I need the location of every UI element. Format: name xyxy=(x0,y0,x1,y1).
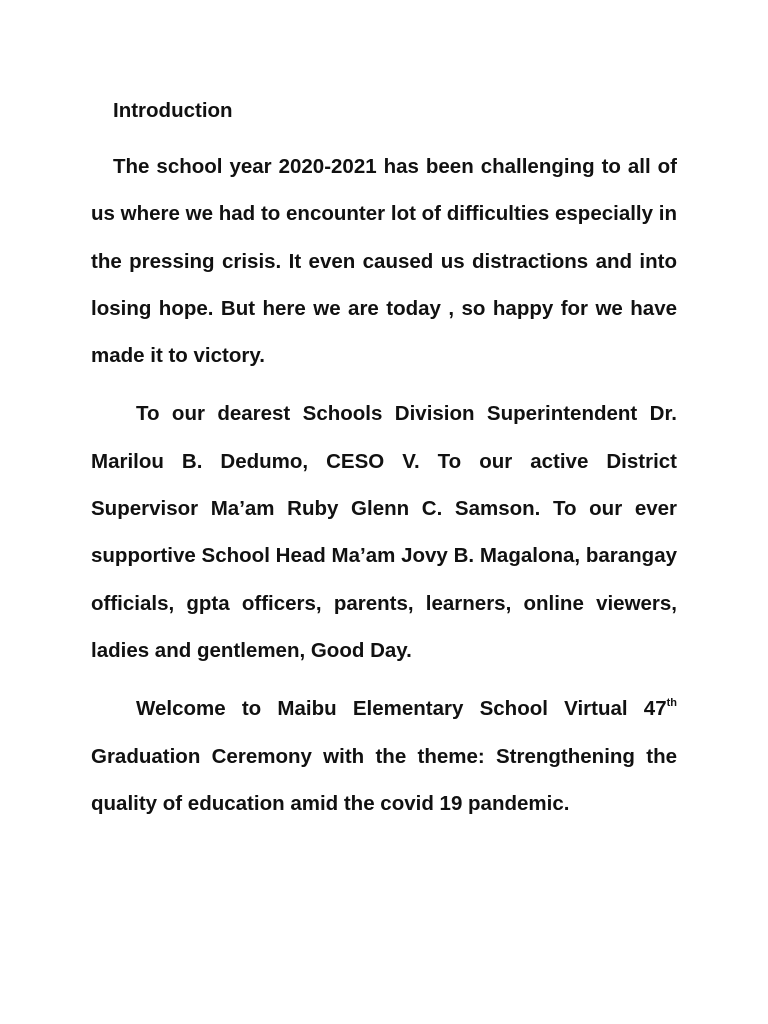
document-page xyxy=(91,92,677,827)
section-heading: Introduction xyxy=(113,99,233,122)
paragraph-greetings: To our dearest Schools Division Superintendent Dr. Marilou B. Dedumo, CESO V. To our active District Supervisor Ma’am Ruby Glenn C. Samson. To our ever supportive School Head Ma’am Jovy B. Magalona, barangay officials, gpta officers, parents, learners, online viewers, ladies and gentlemen, Good Day. xyxy=(91,402,677,662)
paragraph-welcome xyxy=(91,685,677,827)
welcome-text-start: Welcome to Maibu Elementary School Virtual 47 xyxy=(136,697,667,721)
welcome-text-end: Graduation Ceremony with the theme: Strengthening the quality of education amid the covid 19 pandemic. xyxy=(91,744,677,815)
ordinal-superscript: th xyxy=(666,697,677,710)
paragraph-intro: The school year 2020-2021 has been challenging to all of us where we had to encounter lot of difficulties especially in the pressing crisis. It even caused us distractions and into losing hope. But here we are today , so happy for we have made it to victory. xyxy=(91,155,677,368)
